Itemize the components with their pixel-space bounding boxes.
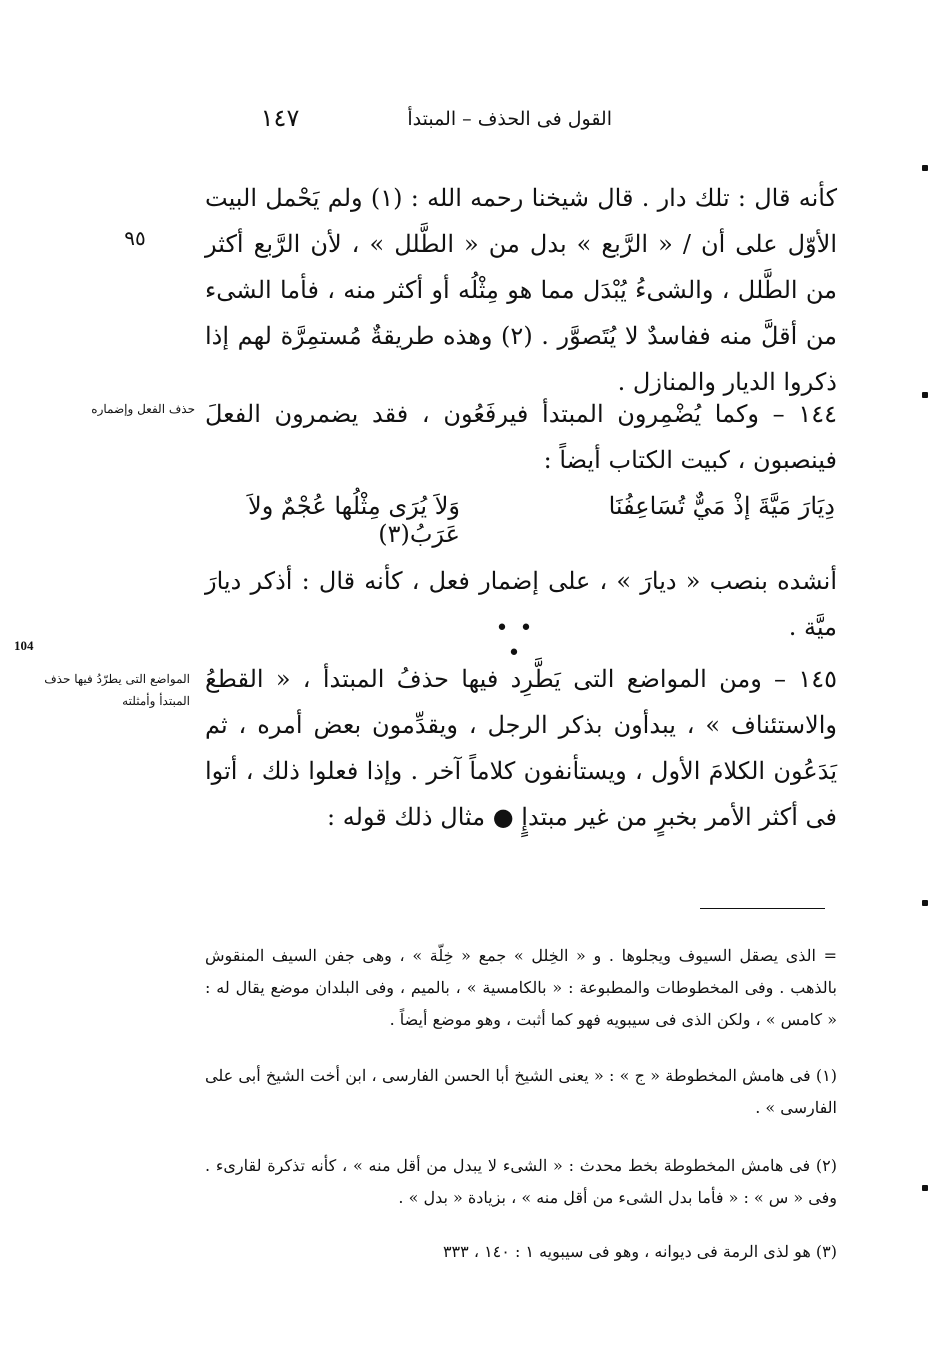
page-number: ١٤٧ (260, 104, 300, 132)
paragraph-144: ١٤٤ – وكما يُضْمِرون المبتدأ فيرفَعُون ، فقد يضمرون الفعلَ فينصبون ، كبيت الكتاب أيضاً : (205, 400, 837, 474)
paragraph-145: ١٤٥ – ومن المواضع التى يَطَّرِد فيها حذفُ المبتدأ ، « القطعُ والاستئناف » ، يبدأون بذكر الرجل ، ويقدِّمون بعض أمره ، ثم يَدَعُون الكلامَ الأول ، ويستأنفون كلاماً آخر . وإذا فعلوا ذلك ، أتوا فى أكثر الأمر بخبرٍ من غير مبتدإٍ ● مثال ذلك قوله : (205, 665, 837, 831)
margin-note-verb-omission: حذف الفعل وإضماره (91, 402, 195, 416)
left-page-number: 104 (14, 638, 34, 653)
footnote-3: (٣) هو لذى الرمة فى ديوانه ، وهو فى سيبويه ١ : ١٤٠ ، ٣٣٣ (442, 1242, 837, 1261)
edge-mark (922, 900, 928, 906)
footnote-rule (700, 908, 825, 909)
verse-second-hemistich: وَلاَ يُرَى مِثْلُها عُجْمٌ ولاَ عَرَبُ(٣) (248, 492, 460, 548)
edge-mark (922, 392, 928, 398)
margin-page-marker: ٩٥ (124, 226, 146, 250)
paragraph-verse-commentary: أنشده بنصب « ديارَ » ، على إضمار فعل ، كأنه قال : أذكر ديارَ ميَّة . (205, 567, 837, 641)
verse-first-hemistich: دِيَارَ مَيَّةَ إذْ مَيٌّ تُسَاعِفُنَا (608, 492, 835, 520)
section-separator: • • • (495, 616, 535, 666)
running-header-title: القول فى الحذف – المبتدأ (407, 108, 612, 130)
footnote-continuation: = الذى يصقل السيوف ويجلوها . و « الخِلل » جمع « خِلّة » ، وهى جفن السيف المنقوش بالذهب . وفى المخطوطات والمطبوعة : « بالكامسية » ، بالميم ، وفى البلدان موضع يقال له : « كامس » ، ولكن الذى فى سيبويه فهو كما أثبت ، وهو موضع أيضاً . (205, 946, 837, 1029)
paragraph-1: كأنه قال : تلك دار . قال شيخنا رحمه الله : (١) ولم يَحْمل البيت الأوّل على أن / « الرَّبع » بدل من « الطَّلل » ، لأن الرَّبع أكثر من الطَّلل ، والشىءُ يُبْدَل مما هو مِثْلُه أو أكثر منه ، فأما الشىء من أقلَّ منه ففاسدٌ لا يُتَصوَّر . (٢) وهذه طريقةٌ مُستمِرَّة لهم إذا ذكروا الديار والمنازل . (205, 184, 838, 396)
footnote-1: (١) فى هامش المخطوطة « ج » : « يعنى الشيخ أبا الحسن الفارسى ، ابن أخت الشيخ أبى على الفارسى » . (205, 1066, 838, 1117)
margin-note-subject-omission: المواضع التى يطرّدُ فيها حذف المبتدأ وأمثلته (44, 672, 190, 708)
edge-mark (922, 165, 928, 171)
footnote-2: (٢) فى هامش المخطوطة بخط محدث : « الشىء لا يبدل من أقل منه » ، كأنه تذكرة لقارىء . وفى « س » : « فأما بدل الشىء من أقل منه » ، بزيادة « بدل » . (205, 1156, 837, 1207)
edge-mark (922, 1185, 928, 1191)
